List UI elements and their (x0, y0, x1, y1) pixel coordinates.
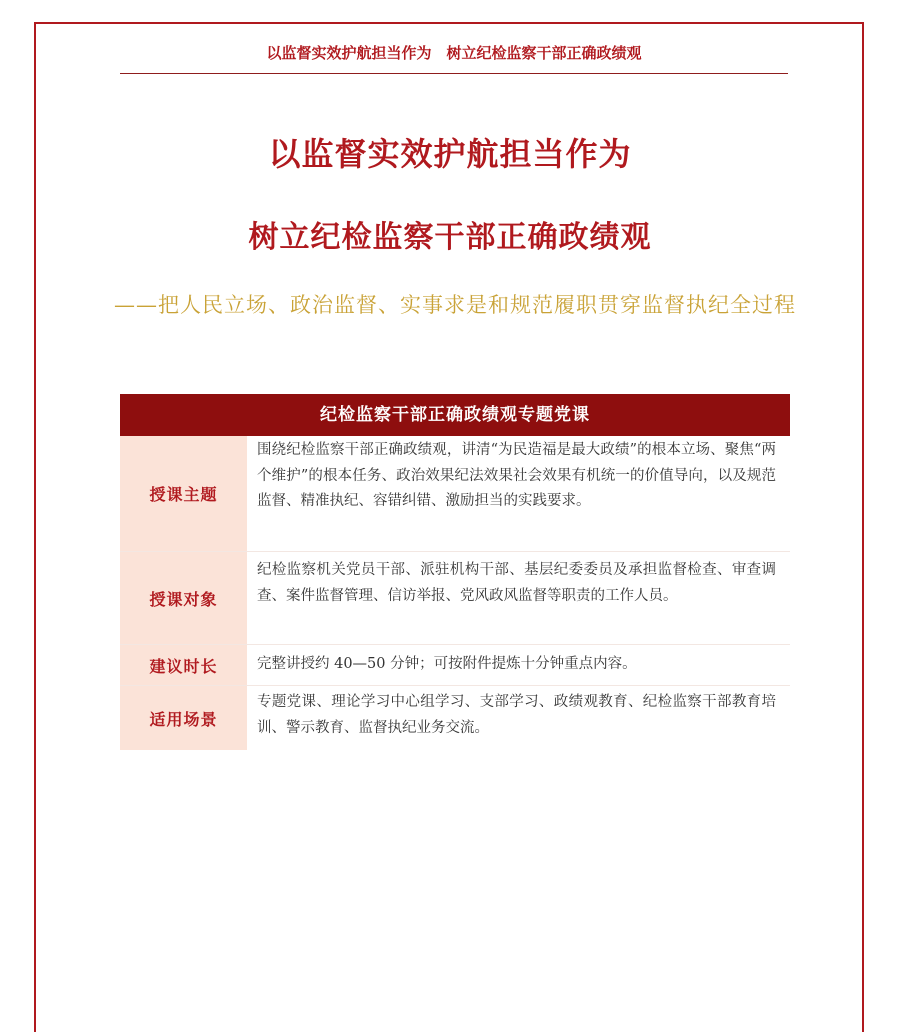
row-label-audience: 授课对象 (120, 552, 247, 644)
table-row-scene (120, 686, 790, 750)
row-text-scene: 专题党课、理论学习中心组学习、支部学习、政绩观教育、纪检监察干部教育培训、警示教育、监督执纪业务交流。 (257, 694, 776, 736)
row-label-scene: 适用场景 (120, 686, 247, 750)
tagline: ——把人民立场、政治监督、实事求是和规范履职贯穿监督执纪全过程 (114, 293, 796, 317)
sub-title: 树立纪检监察干部正确政绩观 (248, 220, 652, 255)
row-label-topic: 授课主题 (120, 436, 247, 551)
row-text-topic: 围绕纪检监察干部正确政绩观，讲清“为民造福是最大政绩”的根本立场、聚焦“两个维护”的根本任务、政治效果纪法效果社会效果有机统一的价值导向，以及规范监督、精准执纪、容错纠错、激励担当的实践要求。 (257, 442, 776, 509)
row-text-audience: 纪检监察机关党员干部、派驻机构干部、基层纪委委员及承担监督检查、审查调查、案件监督管理、信访举报、党风政风监督等职责的工作人员。 (257, 562, 776, 604)
running-header: 以监督实效护航担当作为 树立纪检监察干部正确政绩观 (266, 44, 642, 62)
main-title: 以监督实效护航担当作为 (268, 135, 632, 173)
table-heading: 纪检监察干部正确政绩观专题党课 (120, 394, 790, 436)
course-info-table (120, 394, 790, 750)
row-label-duration: 建议时长 (120, 645, 247, 685)
row-text-duration: 完整讲授约 40—50 分钟；可按附件提炼十分钟重点内容。 (257, 656, 637, 672)
table-row-audience (120, 552, 790, 645)
table-row-topic (120, 436, 790, 552)
table-row-duration (120, 645, 790, 686)
header-divider (120, 73, 788, 74)
